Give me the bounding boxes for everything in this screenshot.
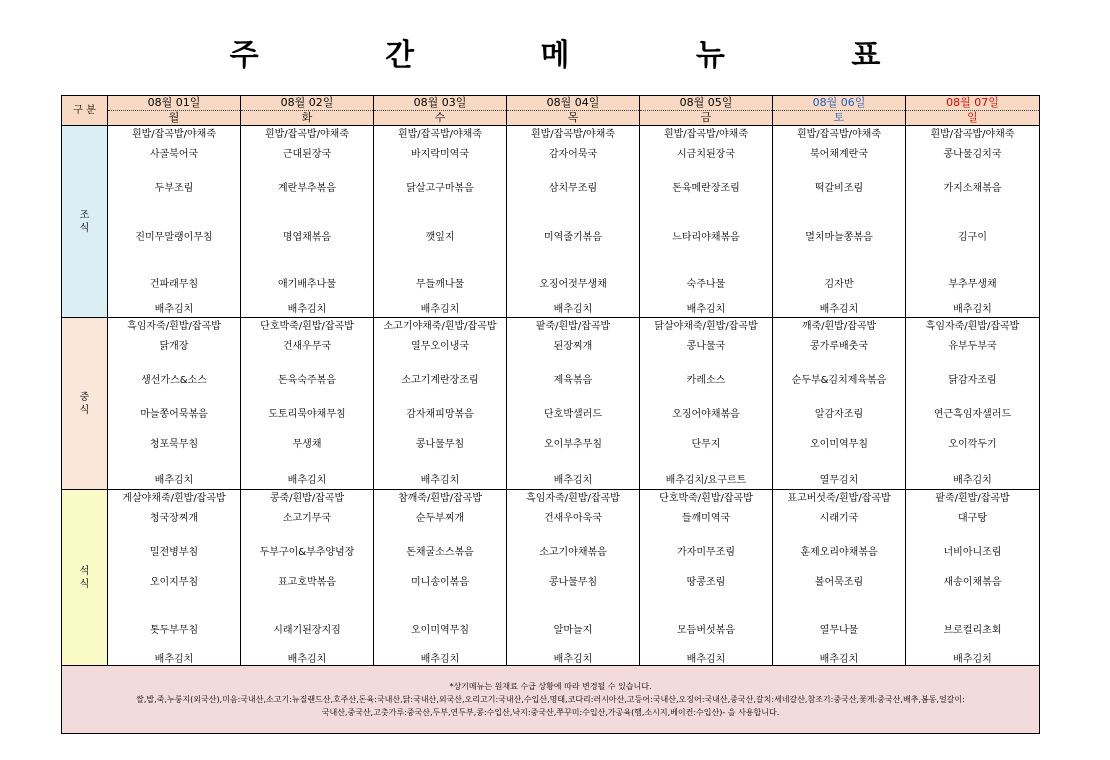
menu-item-kimchi: 배추김치/요구르트 bbox=[665, 475, 747, 486]
menu-item-side-dish-1: 생선가스&소스 bbox=[141, 375, 207, 386]
menu-item-side-dish-2: 감자채피망볶음 bbox=[406, 409, 474, 420]
menu-item-side-dish-2: 연근흑임자샐러드 bbox=[933, 409, 1012, 420]
menu-item-rice-porridge: 흰밥/잡곡밥/야채죽 bbox=[131, 129, 217, 140]
menu-item-side-dish-3: 오이미역무침 bbox=[810, 439, 868, 450]
meal-label-char: 석 bbox=[79, 565, 90, 577]
menu-item-side-dish-3: 오징어젓무생채 bbox=[539, 279, 607, 290]
menu-item-side-dish-1: 밀전병부침 bbox=[149, 547, 199, 558]
menu-item-rice-porridge: 팥죽/흰밥/잡곡밥 bbox=[935, 493, 1010, 504]
menu-item-rice-porridge: 소고기야채죽/흰밥/잡곡밥 bbox=[383, 321, 497, 332]
menu-item-side-dish-2: 멸치마늘쫑볶음 bbox=[805, 232, 873, 243]
menu-item-soup: 콩나물국 bbox=[686, 341, 726, 352]
meal-label-char: 중 bbox=[79, 391, 90, 403]
menu-item-side-dish-2: 표고호박볶음 bbox=[278, 577, 336, 588]
menu-item-side-dish-3: 오이미역무침 bbox=[411, 625, 469, 636]
day-header bbox=[374, 96, 507, 126]
menu-item-rice-porridge: 닭살야채죽/흰밥/잡곡밥 bbox=[654, 321, 758, 332]
menu-item-side-dish-1: 돈육메란장조림 bbox=[672, 183, 740, 194]
menu-item-rice-porridge: 흑임자죽/흰밥/잡곡밥 bbox=[127, 321, 221, 332]
menu-item-side-dish-2: 알감자조림 bbox=[814, 409, 864, 420]
menu-item-side-dish-2: 도토리묵야채무침 bbox=[268, 409, 346, 420]
menu-item-kimchi: 배추김치 bbox=[553, 475, 593, 486]
menu-item-side-dish-2: 느타리야채볶음 bbox=[672, 232, 740, 243]
menu-item-side-dish-3: 콩나물무침 bbox=[415, 439, 465, 450]
menu-item-soup: 북어채계란국 bbox=[810, 149, 868, 160]
menu-item-soup: 감자어묵국 bbox=[548, 149, 598, 160]
menu-item-side-dish-2: 단호박샐러드 bbox=[544, 409, 602, 420]
menu-item-kimchi: 배추김치 bbox=[553, 304, 593, 315]
menu-item-side-dish-2: 오이지무침 bbox=[149, 577, 199, 588]
menu-item-side-dish-3: 단무지 bbox=[691, 439, 721, 450]
menu-item-side-dish-1: 제육볶음 bbox=[553, 375, 593, 386]
menu-item-side-dish-3: 건파래무침 bbox=[149, 279, 199, 290]
menu-cell bbox=[108, 318, 241, 490]
menu-item-rice-porridge: 표고버섯죽/흰밥/잡곡밥 bbox=[787, 493, 891, 504]
menu-item-soup: 시래기국 bbox=[819, 513, 859, 524]
menu-cell bbox=[773, 490, 906, 666]
menu-item-side-dish-3: 부추무생채 bbox=[948, 279, 997, 290]
menu-item-soup: 대구탕 bbox=[958, 513, 987, 524]
weekly-menu-table bbox=[61, 95, 1040, 734]
menu-item-side-dish-3: 무들깨나물 bbox=[415, 279, 465, 290]
menu-item-side-dish-3: 숙주나물 bbox=[686, 279, 726, 290]
menu-cell bbox=[241, 318, 374, 490]
day-header-sunday bbox=[906, 96, 1040, 126]
menu-item-kimchi: 배추김치 bbox=[154, 304, 194, 315]
menu-item-soup: 시금치된장국 bbox=[677, 149, 735, 160]
menu-item-side-dish-1: 닭살고구마볶음 bbox=[406, 183, 474, 194]
menu-item-side-dish-3: 모듬버섯볶음 bbox=[677, 625, 735, 636]
menu-item-kimchi: 배추김치 bbox=[953, 475, 992, 486]
menu-item-soup: 청국장찌개 bbox=[149, 513, 199, 524]
menu-item-kimchi: 열무김치 bbox=[819, 475, 859, 486]
menu-item-kimchi: 배추김치 bbox=[819, 304, 859, 315]
menu-item-side-dish-3: 오이깍두기 bbox=[948, 439, 997, 450]
menu-item-side-dish-2: 진미무말랭이무침 bbox=[135, 232, 213, 243]
page-title: 주 간 메 뉴 표 bbox=[229, 38, 939, 73]
menu-item-side-dish-3: 김자반 bbox=[824, 279, 854, 290]
day-header bbox=[241, 96, 374, 126]
menu-item-kimchi: 배추김치 bbox=[686, 304, 726, 315]
menu-item-side-dish-1: 순두부&김치제육볶음 bbox=[791, 375, 887, 386]
menu-item-side-dish-2: 명엽채볶음 bbox=[282, 232, 332, 243]
menu-item-side-dish-1: 가지소채볶음 bbox=[943, 183, 1002, 194]
day-date: 08월 05일 bbox=[640, 96, 772, 111]
day-header-saturday bbox=[773, 96, 906, 126]
menu-item-side-dish-1: 계란부추볶음 bbox=[278, 183, 336, 194]
meal-label-char: 식 bbox=[79, 578, 90, 590]
menu-cell bbox=[507, 126, 640, 318]
menu-cell bbox=[241, 126, 374, 318]
menu-item-rice-porridge: 흰밥/잡곡밥/야채죽 bbox=[264, 129, 350, 140]
menu-item-side-dish-3: 알마늘지 bbox=[553, 625, 593, 636]
day-date: 08월 04일 bbox=[507, 96, 639, 111]
menu-item-kimchi: 배추김치 bbox=[819, 654, 859, 665]
header-label: 구 분 bbox=[62, 96, 108, 126]
menu-item-rice-porridge: 흰밥/잡곡밥/야채죽 bbox=[796, 129, 882, 140]
meal-row-lunch bbox=[62, 318, 1040, 490]
menu-item-side-dish-1: 카레소스 bbox=[686, 375, 726, 386]
menu-item-rice-porridge: 흑임자죽/흰밥/잡곡밥 bbox=[526, 493, 620, 504]
footer-line-2: 쌀,밥,죽,누룽지(외국산),미음:국내산,소고기:뉴질랜드산,호주산,돈육:국내산,닭:국내산,외국산,오리고기:국내산,수입산,명태,코다리:러시아산,고등어:국내산,오징어:국내산,중국산,갈치:세네갈산,참조기:중국산,꽃게:중국산,배추,봄동,얼갈이: bbox=[136, 695, 965, 704]
footer-row bbox=[62, 666, 1040, 734]
menu-item-side-dish-3: 시래기된장지짐 bbox=[273, 625, 341, 636]
menu-item-side-dish-1: 소고기야채볶음 bbox=[539, 547, 607, 558]
day-date: 08월 03일 bbox=[374, 96, 506, 111]
footer-line-1: *상기메뉴는 원재료 수급 상황에 따라 변경될 수 있습니다. bbox=[449, 682, 652, 691]
menu-item-side-dish-2: 깻잎지 bbox=[425, 232, 455, 243]
menu-item-side-dish-2: 땅콩조림 bbox=[686, 577, 726, 588]
meal-row-dinner bbox=[62, 490, 1040, 666]
footer-note bbox=[62, 666, 1040, 734]
menu-item-side-dish-1: 삼치무조림 bbox=[548, 183, 598, 194]
menu-item-side-dish-1: 돈채굴소스볶음 bbox=[406, 547, 474, 558]
menu-item-side-dish-3: 열무나물 bbox=[819, 625, 859, 636]
menu-item-side-dish-1: 닭감자조림 bbox=[948, 375, 997, 386]
menu-item-side-dish-3: 톳두부무침 bbox=[149, 625, 199, 636]
menu-item-side-dish-3: 청포묵무침 bbox=[149, 439, 199, 450]
menu-cell bbox=[640, 126, 773, 318]
menu-item-soup: 사골북어국 bbox=[149, 149, 199, 160]
day-header bbox=[108, 96, 241, 126]
menu-item-soup: 닭개장 bbox=[159, 341, 189, 352]
menu-item-rice-porridge: 게살야채죽/흰밥/잡곡밥 bbox=[122, 493, 226, 504]
day-of-week: 목 bbox=[567, 111, 579, 124]
menu-item-kimchi: 배추김치 bbox=[420, 475, 460, 486]
menu-item-kimchi: 배추김치 bbox=[287, 475, 327, 486]
day-header bbox=[507, 96, 640, 126]
day-of-week: 수 bbox=[434, 111, 446, 124]
menu-item-kimchi: 배추김치 bbox=[154, 654, 194, 665]
menu-cell bbox=[773, 318, 906, 490]
day-header bbox=[640, 96, 773, 126]
day-date: 08월 02일 bbox=[241, 96, 373, 111]
menu-item-soup: 콩나물김치국 bbox=[943, 149, 1002, 160]
menu-item-kimchi: 배추김치 bbox=[287, 654, 327, 665]
day-of-week: 월 bbox=[168, 111, 180, 124]
meal-label-char: 식 bbox=[79, 404, 90, 416]
menu-item-rice-porridge: 흑임자죽/흰밥/잡곡밥 bbox=[925, 321, 1020, 332]
menu-item-side-dish-2: 새송이채볶음 bbox=[943, 577, 1002, 588]
menu-item-rice-porridge: 깨죽/흰밥/잡곡밥 bbox=[801, 321, 877, 332]
day-date: 08월 07일 bbox=[906, 96, 1039, 111]
menu-item-soup: 건새우무국 bbox=[282, 341, 332, 352]
menu-item-kimchi: 배추김치 bbox=[953, 654, 992, 665]
menu-item-soup: 열무오이냉국 bbox=[411, 341, 469, 352]
menu-item-kimchi: 배추김치 bbox=[420, 304, 460, 315]
menu-cell bbox=[374, 318, 507, 490]
menu-item-rice-porridge: 흰밥/잡곡밥/야채죽 bbox=[530, 129, 616, 140]
menu-item-soup: 된장찌개 bbox=[553, 341, 593, 352]
menu-cell bbox=[640, 318, 773, 490]
meal-label bbox=[62, 490, 108, 666]
menu-item-side-dish-1: 돈육숙주볶음 bbox=[278, 375, 336, 386]
menu-cell bbox=[906, 126, 1040, 318]
menu-item-soup: 순두부찌개 bbox=[415, 513, 465, 524]
menu-item-rice-porridge: 참깨죽/흰밥/잡곡밥 bbox=[397, 493, 483, 504]
menu-item-side-dish-2: 마늘쫑어묵볶음 bbox=[140, 409, 208, 420]
menu-item-side-dish-3: 브로컬리초회 bbox=[943, 625, 1002, 636]
menu-cell bbox=[108, 126, 241, 318]
menu-item-side-dish-2: 미니송이볶음 bbox=[411, 577, 469, 588]
menu-item-soup: 소고기무국 bbox=[282, 513, 332, 524]
menu-item-soup: 콩가루배춧국 bbox=[810, 341, 868, 352]
menu-item-side-dish-1: 두부조림 bbox=[154, 183, 194, 194]
menu-item-rice-porridge: 팥죽/흰밥/잡곡밥 bbox=[535, 321, 611, 332]
menu-cell bbox=[906, 490, 1040, 666]
menu-item-soup: 바지락미역국 bbox=[411, 149, 469, 160]
menu-cell bbox=[773, 126, 906, 318]
footer-line-3: 국내산,중국산,고춧가루:중국산,두부,연두부,콩:수입산,낙지:중국산,쭈꾸미:수입산,가공육(햄,소시지,베이컨:수입산)- 을 사용합니다. bbox=[321, 708, 780, 717]
meal-label bbox=[62, 126, 108, 318]
menu-item-side-dish-2: 오징어야채볶음 bbox=[672, 409, 740, 420]
menu-item-side-dish-2: 김구이 bbox=[958, 232, 987, 243]
menu-item-kimchi: 배추김치 bbox=[154, 475, 194, 486]
menu-item-kimchi: 배추김치 bbox=[420, 654, 460, 665]
menu-cell bbox=[906, 318, 1040, 490]
meal-label-char: 조 bbox=[79, 209, 90, 221]
meal-label-char: 식 bbox=[79, 222, 90, 234]
menu-item-kimchi: 배추김치 bbox=[686, 654, 726, 665]
meal-row-breakfast bbox=[62, 126, 1040, 318]
meal-label bbox=[62, 318, 108, 490]
menu-cell bbox=[241, 490, 374, 666]
menu-item-soup: 근대된장국 bbox=[282, 149, 332, 160]
menu-item-side-dish-1: 두부구이&부추양념장 bbox=[259, 547, 355, 558]
day-date: 08월 01일 bbox=[108, 96, 240, 111]
menu-item-side-dish-1: 훈제오리야채볶음 bbox=[800, 547, 878, 558]
menu-item-rice-porridge: 흰밥/잡곡밥/야채죽 bbox=[930, 129, 1015, 140]
menu-item-kimchi: 배추김치 bbox=[953, 304, 992, 315]
menu-item-side-dish-1: 너비아니조림 bbox=[943, 547, 1002, 558]
menu-item-soup: 들깨미역국 bbox=[681, 513, 731, 524]
menu-item-rice-porridge: 콩죽/흰밥/잡곡밥 bbox=[269, 493, 345, 504]
menu-item-soup: 건새우아욱국 bbox=[544, 513, 602, 524]
day-of-week: 금 bbox=[700, 111, 712, 124]
menu-cell bbox=[640, 490, 773, 666]
menu-item-side-dish-3: 오이부추무침 bbox=[544, 439, 602, 450]
menu-item-rice-porridge: 단호박죽/흰밥/잡곡밥 bbox=[260, 321, 354, 332]
header-row bbox=[62, 96, 1040, 126]
menu-item-rice-porridge: 흰밥/잡곡밥/야채죽 bbox=[397, 129, 483, 140]
menu-item-rice-porridge: 단호박죽/흰밥/잡곡밥 bbox=[659, 493, 753, 504]
day-of-week: 토 bbox=[833, 111, 845, 124]
day-date: 08월 06일 bbox=[773, 96, 905, 111]
menu-cell bbox=[507, 318, 640, 490]
menu-item-side-dish-2: 볼어묵조림 bbox=[814, 577, 864, 588]
menu-item-side-dish-1: 소고기계란장조림 bbox=[401, 375, 479, 386]
menu-item-side-dish-2: 미역줄기볶음 bbox=[544, 232, 602, 243]
day-of-week: 일 bbox=[967, 111, 978, 124]
menu-item-kimchi: 배추김치 bbox=[553, 654, 593, 665]
day-of-week: 화 bbox=[301, 111, 313, 124]
menu-item-kimchi: 배추김치 bbox=[287, 304, 327, 315]
menu-item-rice-porridge: 흰밥/잡곡밥/야채죽 bbox=[663, 129, 749, 140]
menu-cell bbox=[507, 490, 640, 666]
menu-item-side-dish-3: 무생채 bbox=[292, 439, 322, 450]
menu-item-side-dish-3: 애기배추나물 bbox=[278, 279, 336, 290]
menu-item-side-dish-2: 콩나물무침 bbox=[548, 577, 598, 588]
menu-cell bbox=[108, 490, 241, 666]
menu-item-soup: 유부두부국 bbox=[948, 341, 997, 352]
menu-item-side-dish-1: 떡갈비조림 bbox=[814, 183, 864, 194]
menu-cell bbox=[374, 126, 507, 318]
menu-cell bbox=[374, 490, 507, 666]
menu-item-side-dish-1: 가자미무조림 bbox=[677, 547, 735, 558]
